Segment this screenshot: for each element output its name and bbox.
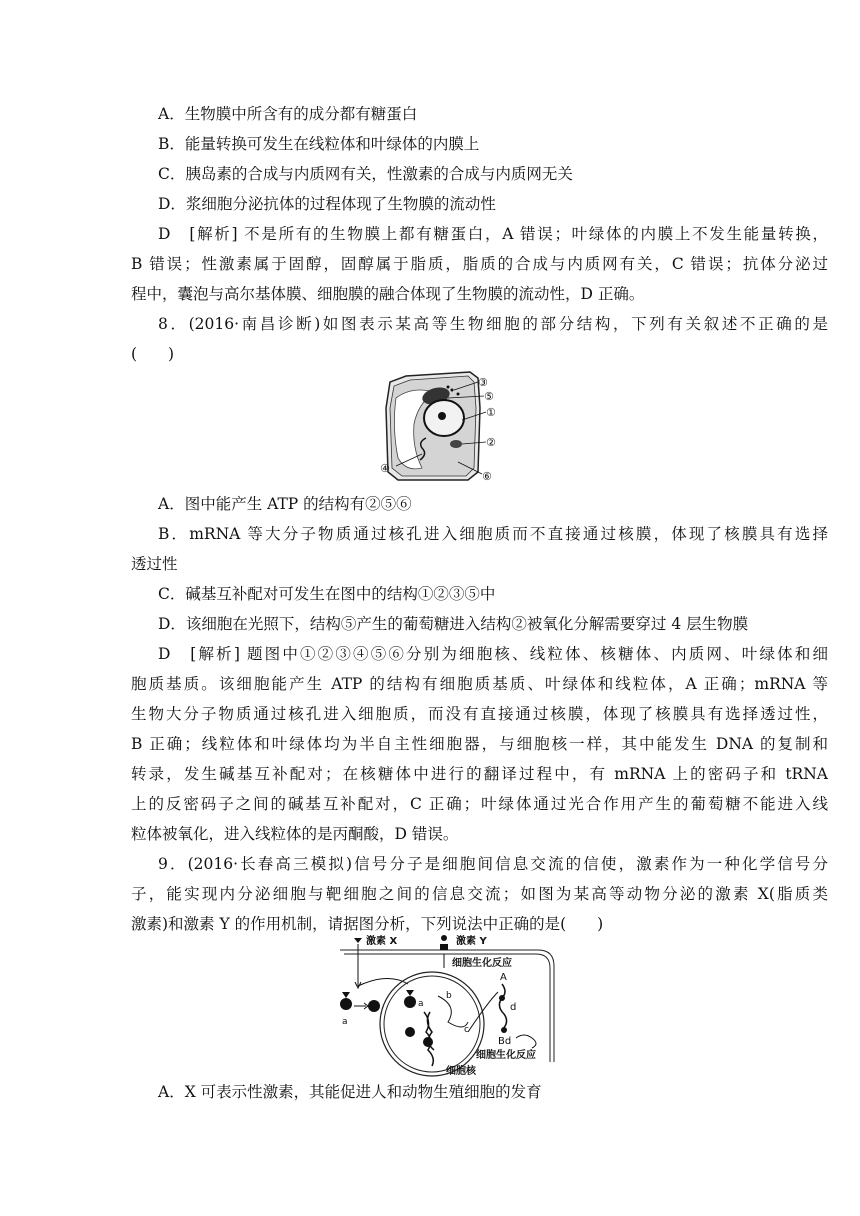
plant-cell-figure [378,368,508,484]
hormone-x-label: 激素 X [366,936,398,947]
q9-stem-line-2: 子，能实现内分泌细胞与靶细胞之间的信息交流；如图为某高等动物分泌的激素 X(脂质类 [131,885,828,903]
q9-option-a: A．X 可表示性激素，其能促进人和动物生殖细胞的发育 [158,1083,542,1101]
label-5: ⑤ [484,390,494,403]
label-b: b [446,991,452,1001]
label-6: ⑥ [482,470,492,483]
q9-stem-line-3: 激素)和激素 Y 的作用机制，请据图分析，下列说法中正确的是( ) [131,915,604,933]
q7-option-c: C．胰岛素的合成与内质网有关，性激素的合成与内质网无关 [158,165,573,183]
receptor-a-icon [340,998,352,1010]
nucleus-outer [380,972,484,1076]
label-A: A [500,972,507,983]
label-Bd: Bd [498,1036,512,1047]
mrna-strand [438,996,468,1027]
label-4: ④ [380,462,390,475]
hormone-x-icon [354,938,362,943]
q8-analysis-line-6: 上的反密码子之间的碱基互补配对，C 正确；叶绿体通过光合作用产生的葡萄糖不能进入线 [131,795,828,813]
q8-analysis-line-7: 粒体被氧化，进入线粒体的是丙酮酸，D 错误。 [131,825,459,843]
hormone-y-label: 激素 Y [456,936,487,947]
q8-analysis-line-1: D [解析] 题图中①②③④⑤⑥分别为细胞核、线粒体、核糖体、内质网、叶绿体和细 [158,645,828,663]
reaction-bottom-label: 细胞生化反应 [476,1050,536,1061]
q7-option-b: B．能量转换可发生在线粒体和叶绿体的内膜上 [158,135,480,153]
label-a-1: a [342,1017,348,1027]
q8-option-d: D．该细胞在光照下，结构⑤产生的葡萄糖进入结构②被氧化分解需要穿过 4 层生物膜 [158,615,749,633]
q8-stem-line-2: ( ) [131,345,175,363]
label-d: d [510,1002,517,1013]
label-c: c [464,1025,469,1035]
q7-option-d: D．浆细胞分泌抗体的过程体现了生物膜的流动性 [158,195,496,213]
label-3: ③ [478,376,488,389]
q8-option-b-line-1: B．mRNA 等大分子物质通过核孔进入细胞质而不直接通过核膜，体现了核膜具有选择 [158,525,828,543]
q7-analysis-line-2: B 错误；性激素属于固醇，固醇属于脂质，脂质的合成与内质网有关，C 错误；抗体分泌过 [131,255,828,273]
q7-analysis-line-1: D [解析] 不是所有的生物膜上都有糖蛋白，A 错误；叶绿体的内膜上不发生能量转换， [158,225,828,243]
hormone-y-icon [441,935,447,941]
hormone-mechanism-figure [328,932,568,1078]
nucleolus [438,412,446,420]
label-1: ① [486,406,496,419]
q8-analysis-line-2: 胞质基质。该细胞能产生 ATP 的结构有细胞质基质、叶绿体和线粒体，A 正确；mRNA 等 [131,675,828,693]
nucleus-inner [384,976,480,1072]
q8-analysis-line-5: 转录，发生碱基互补配对；在核糖体中进行的翻译过程中，有 mRNA 上的密码子和 tRNA [131,765,828,783]
nucleus-label: 细胞核 [446,1066,476,1077]
q7-option-a: A．生物膜中所含有的成分都有糖蛋白 [158,105,418,123]
q8-option-a: A．图中能产生 ATP 的结构有②⑤⑥ [158,495,412,513]
q7-analysis-line-3: 程中，囊泡与高尔基体膜、细胞膜的融合体现了生物膜的流动性，D 正确。 [131,285,645,303]
reaction-top-label: 细胞生化反应 [452,958,512,969]
label-a-2: a [418,999,424,1009]
mitochondrion [450,440,462,448]
label-2: ② [486,436,496,449]
q8-stem-line-1: 8．(2016·南昌诊断)如图表示某高等生物细胞的部分结构，下列有关叙述不正确的是 [158,315,828,333]
hormone-y-receptor [440,944,448,950]
q8-analysis-line-4: B 正确；线粒体和叶绿体均为半自主性细胞器，与细胞核一样，其中能发生 DNA 的复制和 [131,735,828,753]
protein-chain [499,984,506,1030]
q8-option-b-line-2: 透过性 [131,555,178,573]
q8-option-c: C．碱基互补配对可发生在图中的结构①②③⑤中 [158,585,496,603]
receptor-complex-icon [368,1000,380,1012]
q8-analysis-line-3: 生物大分子物质通过核孔进入细胞质，而没有直接通过核膜，体现了核膜具有选择透过性， [131,705,828,723]
q9-stem-line-1: 9．(2016·长春高三模拟)信号分子是细胞间信息交流的信使，激素作为一种化学信号分 [158,855,828,873]
